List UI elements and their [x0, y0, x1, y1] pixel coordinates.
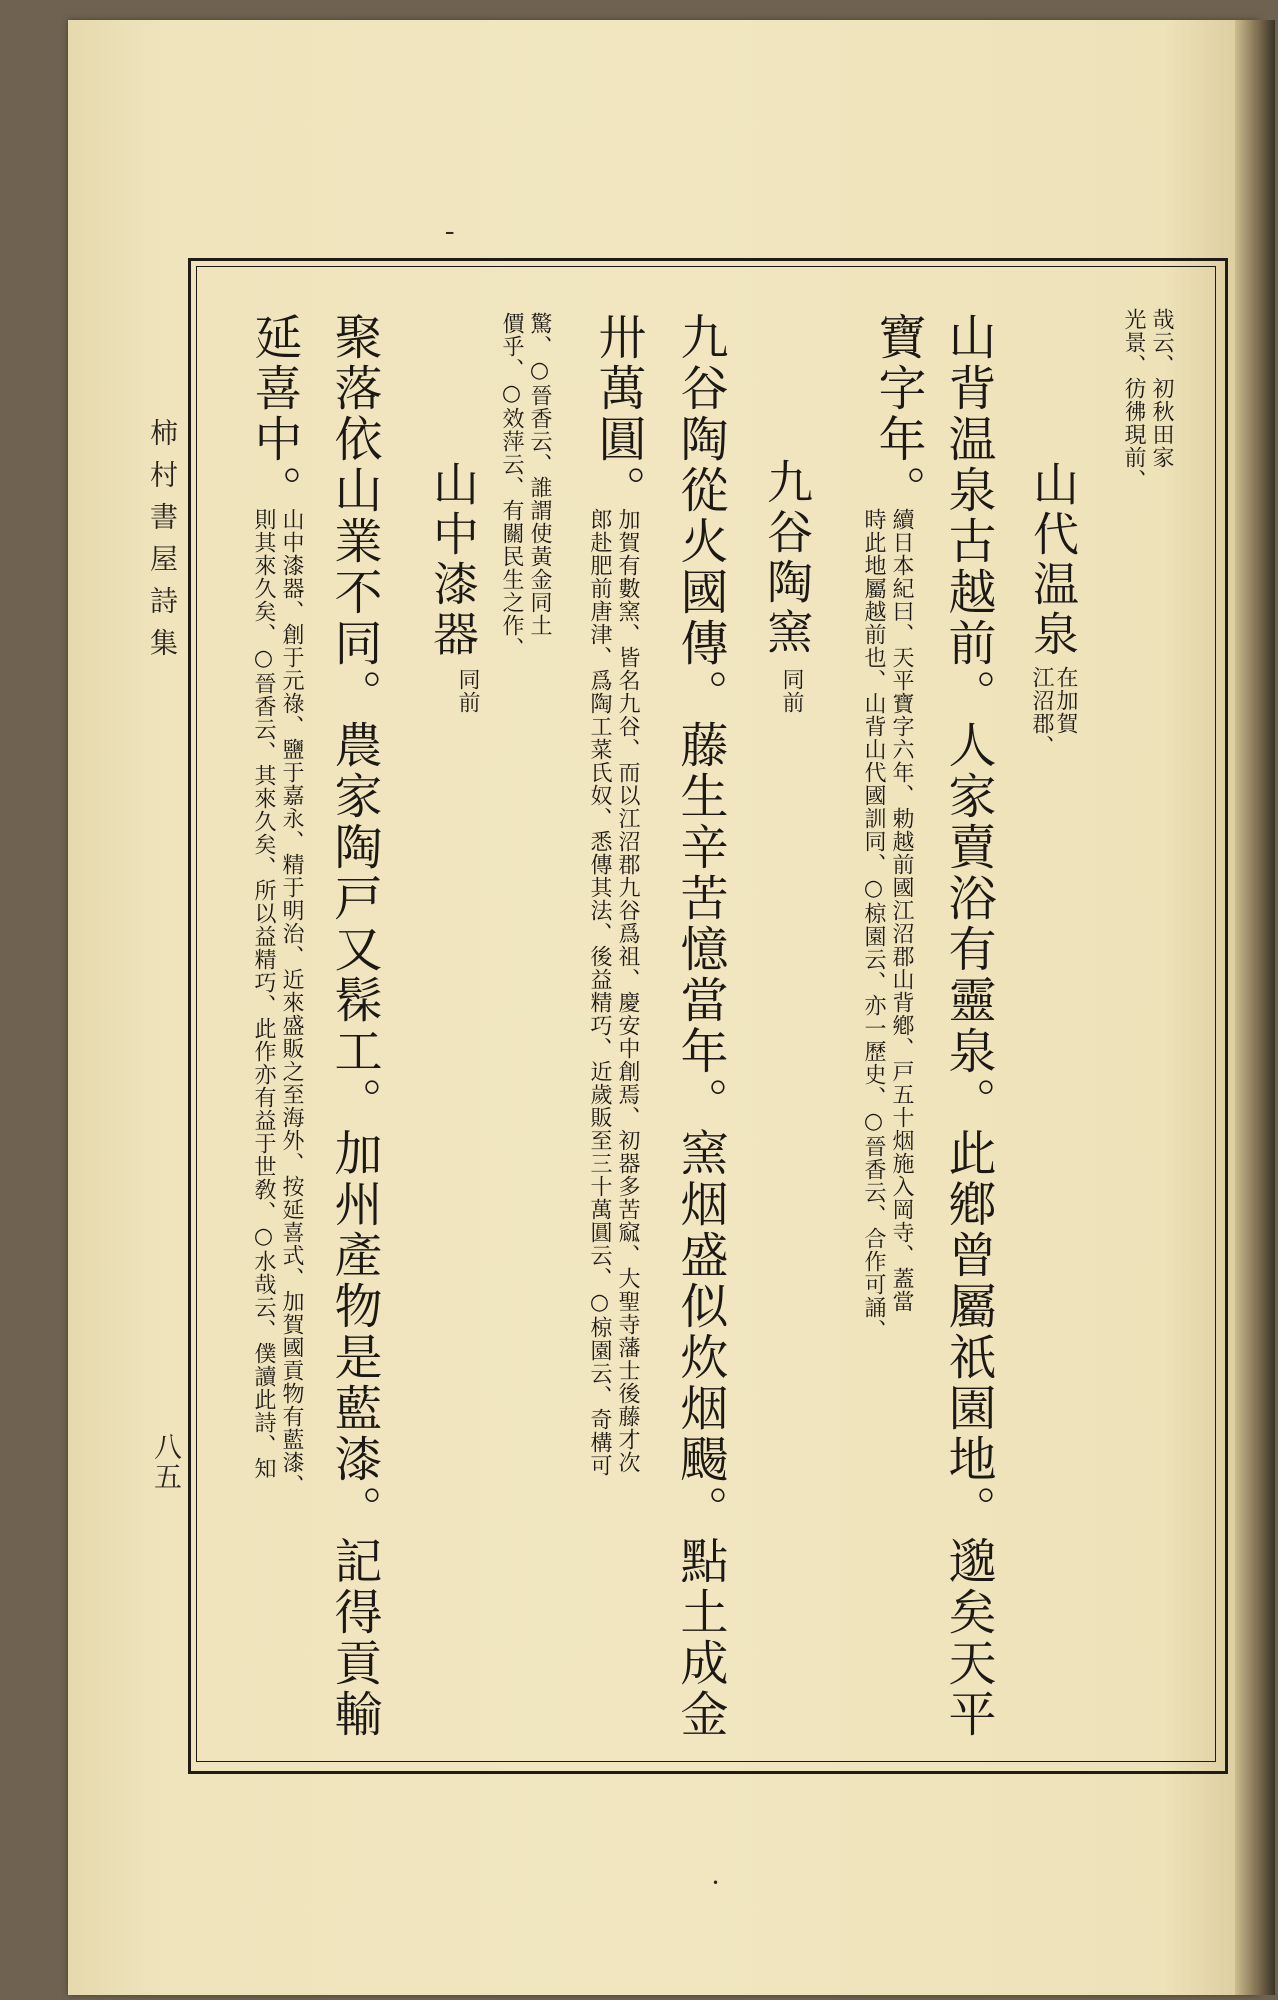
poem-line: 山背温泉古越前。人家賣浴有靈泉。此鄕曾屬祇園地。邈矣天平 [940, 312, 996, 1740]
poem-line: 寶字年。 [870, 312, 926, 516]
text-column: 光景、彷彿現前、 [1121, 308, 1146, 492]
title-note: 江沼郡、 [1029, 666, 1054, 758]
commentary-line: 驚、○晉香云、誰謂使黃金同土 [527, 312, 552, 637]
poem-title: 九谷陶窯 [760, 458, 814, 658]
running-title: 柿村書屋詩集 [146, 418, 179, 670]
stray-mark: • [712, 1876, 720, 1890]
page-number: 八五 [150, 1432, 183, 1492]
poem-line: 卅萬圓。 [590, 312, 646, 516]
stray-mark: ━ [446, 226, 454, 240]
text-column: 哉云、初秋田家 [1149, 308, 1174, 469]
commentary-line: 加賀有數窯、皆名九谷、而以江沼郡九谷爲祖、慶安中創焉、初器多苦窳、大聖寺藩士後藤才次 [615, 508, 640, 1474]
poem-title: 山中漆器 [426, 460, 480, 660]
poem-line: 聚落依山業不同。農家陶戸又髹工。加州產物是藍漆。記得貢輸 [326, 312, 382, 1740]
commentary-line: 則其來久矣、○晉香云、其來久矣、所以益精巧、此作亦有益于世敎、○水哉云、僕讀此詩、知 [251, 508, 276, 1480]
title-note: 同前 [779, 668, 804, 714]
poem-line: 延喜中。 [246, 312, 302, 516]
commentary-line: 時此地屬越前也、山背山代國訓同、○椋園云、亦一歷史、○晉香云、合作可誦、 [861, 508, 886, 1342]
commentary-line: 山中漆器、創于元祿、鹽于嘉永、精于明治、近來盛販之至海外、按延喜式、加賀國貢物有藍漆、 [279, 508, 304, 1497]
commentary-line: 郎赴肥前唐津、爲陶工菜氏奴、悉傳其法、後益精巧、近歲販至三十萬圓云、○椋園云、奇構可 [587, 508, 612, 1477]
title-note: 在加賀 [1053, 666, 1078, 735]
page-edge [1235, 20, 1275, 1995]
poem-line: 九谷陶從火國傳。藤生辛苦憶當年。窯烟盛似炊烟颺。點土成金 [672, 312, 728, 1740]
title-note: 同前 [455, 668, 480, 714]
poem-title: 山代温泉 [1026, 460, 1080, 660]
commentary-line: 價乎、○效萍云、有關民生之作、 [499, 312, 524, 660]
commentary-line: 續日本紀曰、天平寶字六年、勅越前國江沼郡山背鄕、戸五十烟施入岡寺、蓋當 [889, 508, 914, 1313]
